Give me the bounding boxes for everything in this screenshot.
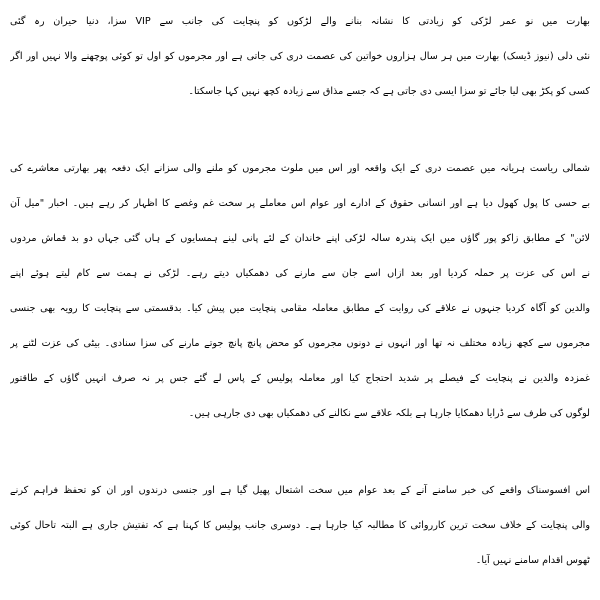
text-line: غمزدہ والدین نے پنچایت کے فیصلے پر شدید احتجاج کیا اور معاملہ پولیس کے پاس لے گئے جس پر نہ صرف انہیں گاؤں کے طاقتور [10, 373, 590, 384]
news-article [10, 4, 590, 578]
text-line: اس افسوسناک واقعے کی خبر سامنے آنے کے بعد عوام میں سخت اشتعال پھیل گیا ہے اور جنسی درندوں اور ان کو تحفظ فراہم کرنے [10, 485, 590, 496]
paragraph [10, 151, 590, 431]
text-line: نے اس کی عزت پر حملہ کردیا اور بعد ازاں اسے جان سے مارنے کی دھمکیاں دیتے رہے۔ لڑکی نے ہمت سے کام لیتے ہوئے اپنے [10, 268, 590, 279]
text-line: لائن" کے مطابق زاکو پور گاؤں میں ایک پندرہ سالہ لڑکی اپنے خاندان کے لئے پانی لینے ہمسایوں کے ہاں گئی جہاں دو بد قماش مردوں [10, 233, 590, 244]
text-line: بے حسی کا پول کھول دیا ہے اور انسانی حقوق کے ادارے اور عوام اس معاملے پر سخت غم وغصے کا اظہار کر رہے ہیں۔ اخبار "میل آن [10, 198, 590, 209]
text-line: والی پنچایت کے خلاف سخت ترین کارروائی کا مطالبہ کیا جارہا ہے۔ دوسری جانب پولیس کا کہنا ہے کہ تفتیش جاری ہے البتہ تاحال کوئی [10, 520, 590, 531]
text-line: مجرموں سے کچھ زیادہ مختلف نہ تھا اور انہوں نے دونوں مجرموں کو محض پانچ پانچ جوتے مارنے کی سزا سنادی۔ بیٹی کی عزت لٹنے پر [10, 338, 590, 349]
headline: بھارت میں نو عمر لڑکی کو زیادتی کا نشانہ بنانے والے لڑکوں کو پنچایت کی جانب سے VIP سزا، دنیا حیران رہ گئی [10, 16, 590, 27]
paragraph [10, 473, 590, 578]
text-line: نئی دلی (نیوز ڈیسک) بھارت میں ہر سال ہزاروں خواتین کی عصمت دری کی جاتی ہے اور مجرموں کو اول تو کوئی پوچھنے والا نہیں اور اگر [10, 51, 590, 62]
text-line: کسی کو پکڑ بھی لیا جائے تو سزا ایسی دی جاتی ہے کہ جسے مذاق سے زیادہ کچھ نہیں کہا جاسکتا۔ [188, 86, 590, 97]
text-line: ٹھوس اقدام سامنے نہیں آیا۔ [475, 555, 590, 566]
text-line: لوگوں کی طرف سے ڈرایا دھمکایا جارہا ہے بلکہ علاقے سے نکالنے کی دھمکیاں بھی دی جارہی ہیں۔ [188, 408, 590, 419]
text-line: شمالی ریاست ہریانہ میں عصمت دری کے ایک واقعہ اور اس میں ملوث مجرموں کو ملنے والی سزانے ایک دفعہ پھر بھارتی معاشرے کی [10, 163, 590, 174]
text-line: والدین کو آگاہ کردیا جنہوں نے علاقے کی روایت کے مطابق معاملہ مقامی پنچایت میں پیش کیا۔ بدقسمتی سے پنچایت کا رویہ بھی جنسی [10, 303, 590, 314]
lead-paragraph [10, 4, 590, 109]
